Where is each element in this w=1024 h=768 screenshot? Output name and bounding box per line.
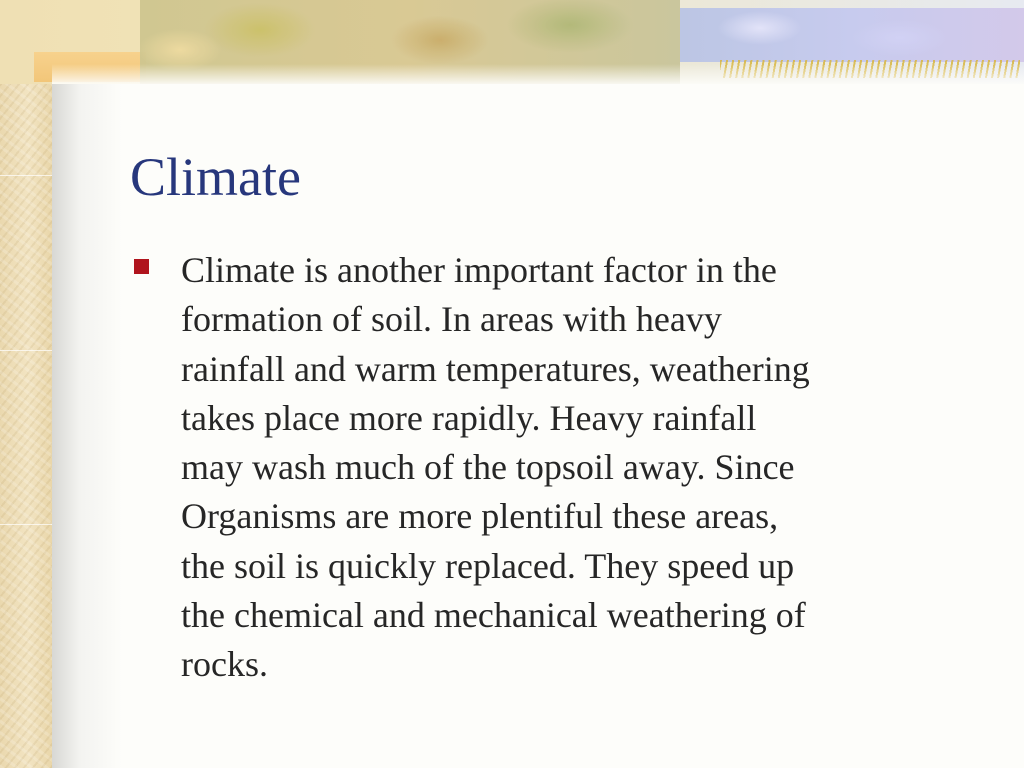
textured-left-strip	[0, 0, 52, 768]
decorative-top-banner	[0, 0, 1024, 84]
left-shadow	[52, 84, 122, 768]
banner-fade	[52, 64, 1024, 84]
bullet-text: Climate is another important factor in the formation of soil. In areas with heavy rainfall and warm temperatures, weathering takes place more rapidly. Heavy rainfall may wash much of the topsoil away. Since Organisms are more plentiful these areas, the soil is quickly replaced. They speed up the chemical and mechanical weathering of rocks.	[181, 250, 810, 685]
blue-flower-image	[680, 8, 1024, 62]
slide-title: Climate	[130, 147, 301, 207]
bullet-list	[132, 246, 992, 690]
square-bullet-icon	[134, 259, 149, 274]
bullet-item	[132, 246, 992, 690]
